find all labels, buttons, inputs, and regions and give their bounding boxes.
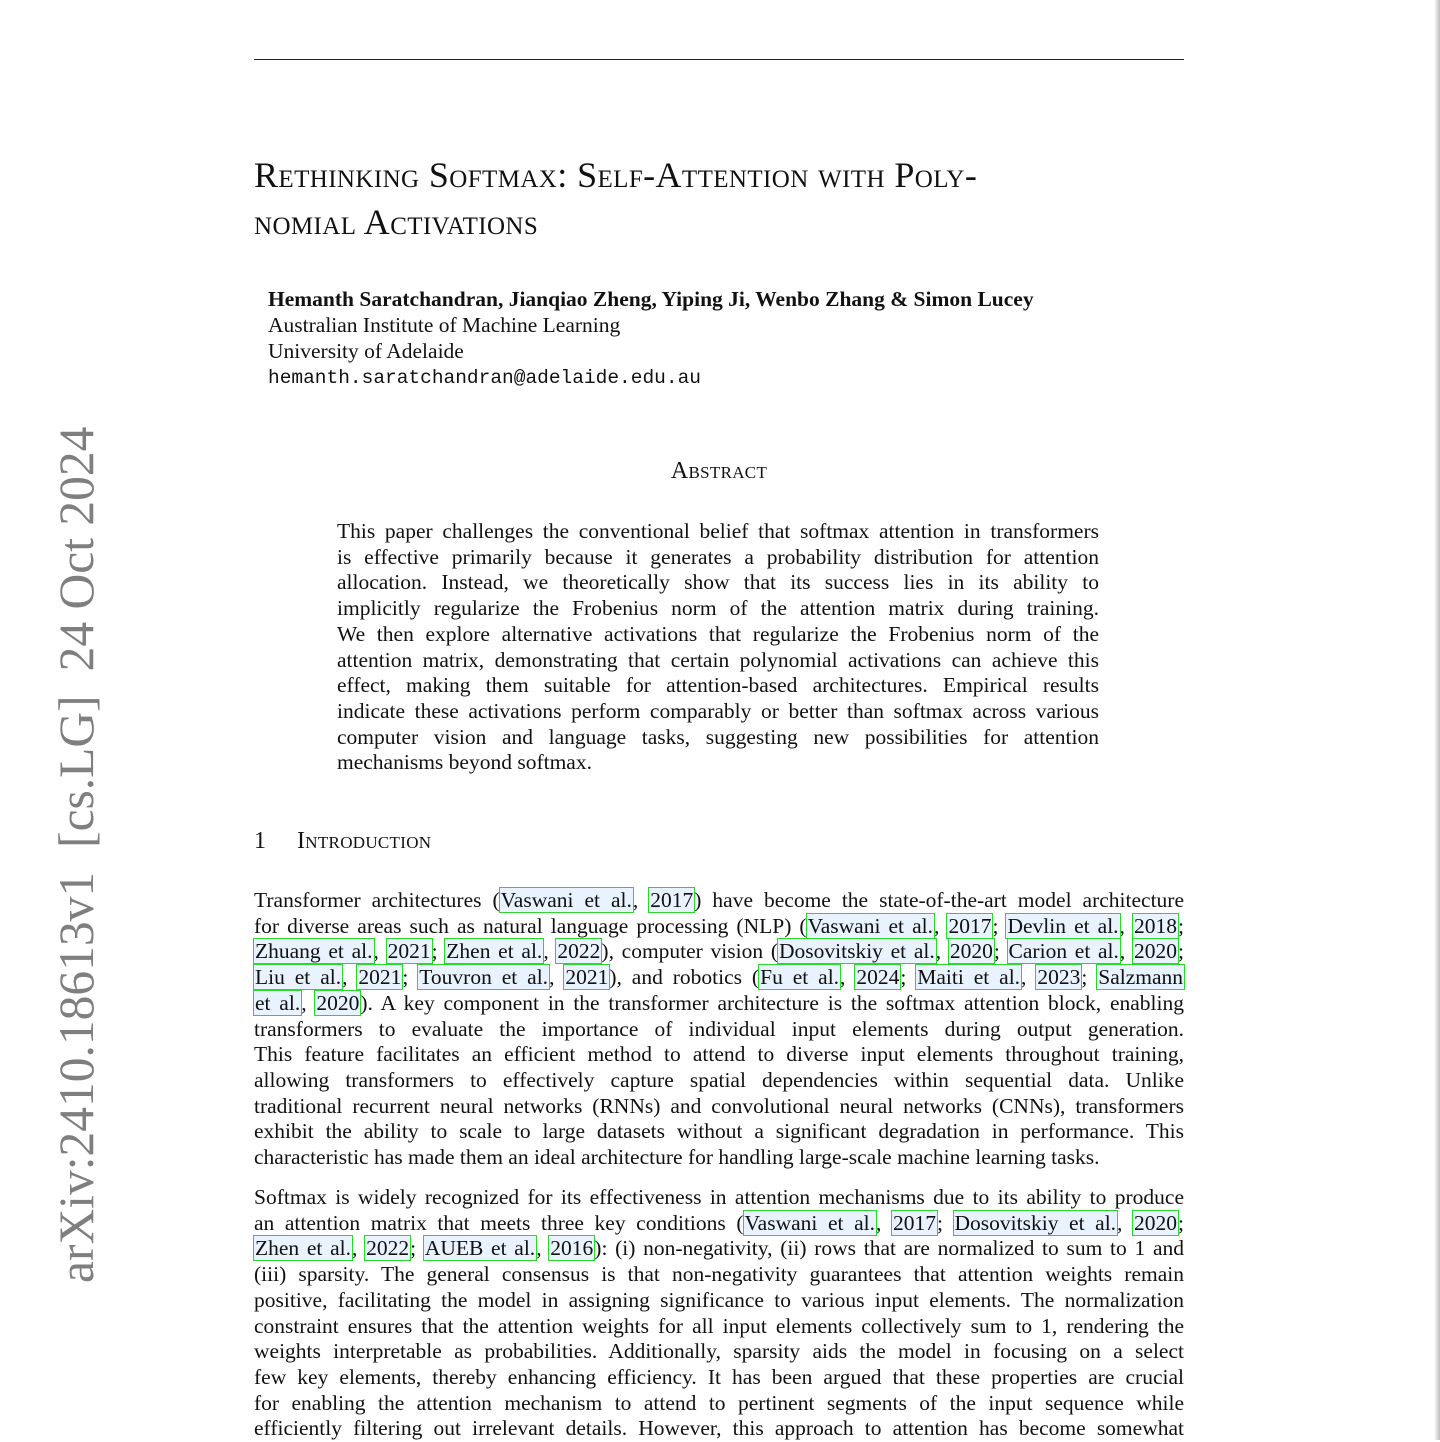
affiliation-university: University of Adelaide (268, 339, 464, 363)
page-edge (1434, 0, 1440, 1440)
citation-year-link[interactable]: 2022 (557, 939, 601, 964)
citation-link[interactable]: Maiti et al. (917, 965, 1021, 990)
text-run: ): (i) non-negativity, (ii) rows that are normalized to sum to 1 and (594, 1236, 1185, 1261)
text-run: , (301, 990, 316, 1015)
citation-year-link[interactable]: 2020 (316, 990, 360, 1015)
citation-year-link[interactable]: 2020 (1134, 1210, 1178, 1235)
citation-link[interactable]: Carion et al. (1008, 939, 1119, 964)
citation-link[interactable]: Zhen et al. (255, 1236, 352, 1261)
paragraph-line: exhibit the ability to scale to large datasets without a significant degradation in performance. This (254, 1119, 1184, 1144)
text-run: , (342, 965, 358, 990)
paper-title-line-2: nomial Activations (254, 202, 539, 242)
abstract-line: is effective primarily because it generates a probability distribution for attention (337, 544, 1099, 569)
abstract-line: computer vision and language tasks, suggesting new possibilities for attention (337, 724, 1099, 749)
citation-link[interactable]: Zhuang et al. (255, 939, 373, 964)
paragraph-line (254, 914, 1184, 940)
affiliation-institute: Australian Institute of Machine Learning (268, 313, 621, 337)
citation-link[interactable]: Salzmann (1098, 965, 1184, 990)
paragraph-line: Softmax is widely recognized for its effectiveness in attention mechanisms due to its ability to produce (254, 1185, 1184, 1209)
text-run: , (933, 913, 948, 938)
arxiv-category: [cs.LG] (49, 695, 104, 848)
citation-link[interactable]: Devlin et al. (1007, 913, 1119, 938)
paragraph-line (254, 991, 1184, 1017)
arxiv-id: arXiv:2410.18613v1 (49, 871, 104, 1283)
abstract-line: effect, making them suitable for attention-based architectures. Empirical results (337, 673, 1099, 698)
citation-link[interactable]: Zhen et al. (446, 939, 543, 964)
author-names: Hemanth Saratchandran, Jianqiao Zheng, Yiping Ji, Wenbo Zhang & Simon Lucey (268, 287, 1034, 311)
citation-year-link[interactable]: 2024 (856, 965, 900, 990)
paragraph-line: transformers to evaluate the importance of individual input elements during output generation. (254, 1016, 1184, 1041)
text-run: , (536, 1236, 550, 1261)
abstract-line: mechanisms beyond softmax. (337, 750, 592, 775)
text-run: ; (1178, 1210, 1184, 1235)
citation-link[interactable]: AUEB et al. (424, 1236, 536, 1261)
abstract-line: We then explore alternative activations that regularize the Frobenius norm of the (337, 621, 1099, 646)
arxiv-date: 24 Oct 2024 (49, 426, 104, 672)
paragraph-line: few key elements, thereby enhancing efficiency. It has been argued that these properties are crucial (254, 1364, 1184, 1389)
abstract-line: allocation. Instead, we theoretically show that its success lies in its ability to (337, 570, 1099, 595)
text-run: for diverse areas such as natural language processing (NLP) ( (254, 913, 807, 938)
citation-year-link[interactable]: 2018 (1134, 913, 1177, 938)
citation-link[interactable]: Vaswani et al. (807, 913, 933, 938)
text-run: , (373, 939, 387, 964)
paper-title (254, 152, 1194, 246)
text-run: , (1119, 939, 1133, 964)
citation-year-link[interactable]: 2016 (550, 1236, 594, 1261)
author-email[interactable]: hemanth.saratchandran@adelaide.edu.au (268, 367, 701, 389)
paragraph-line (254, 965, 1184, 991)
text-run: ; (1178, 939, 1184, 964)
text-run: , (875, 1210, 892, 1235)
paragraph-line: for enabling the attention mechanism to attend to pertinent segments of the input sequence while (254, 1390, 1184, 1415)
abstract-line: attention matrix, demonstrating that certain polynomial activations can achieve this (337, 647, 1099, 672)
author-block (268, 286, 1168, 391)
citation-year-link[interactable]: 2021 (358, 965, 402, 990)
text-run: , (352, 1236, 366, 1261)
text-run: ; (993, 939, 1008, 964)
citation-year-link[interactable]: 2023 (1037, 965, 1081, 990)
paragraph-line (254, 1211, 1184, 1237)
text-run: , (632, 888, 650, 912)
abstract-line: indicate these activations perform comparably or better than softmax across various (337, 698, 1099, 723)
paragraph-line: traditional recurrent neural networks (RNNs) and convolutional neural networks (CNNs), transformers (254, 1093, 1184, 1118)
text-run: , (1117, 1210, 1134, 1235)
citation-link[interactable]: Fu et al. (760, 965, 840, 990)
text-run: ). A key component in the transformer architecture is the softmax attention block, enabling (360, 990, 1184, 1015)
abstract-body (337, 519, 1099, 776)
text-run: , (543, 939, 557, 964)
header-rule (254, 59, 1184, 60)
paragraph-line: characteristic has made them an ideal architecture for handling large-scale machine learning tasks. (254, 1145, 1100, 1170)
intro-paragraph-2 (254, 1185, 1184, 1442)
citation-year-link[interactable]: 2017 (892, 1210, 936, 1235)
paragraph-line: allowing transformers to effectively capture spatial dependencies within sequential data. Unlike (254, 1067, 1184, 1092)
paragraph-line (254, 939, 1184, 965)
paragraph-line (254, 888, 1184, 914)
citation-year-link[interactable]: 2022 (366, 1236, 410, 1261)
text-run: , (1021, 965, 1037, 990)
text-run: ; (936, 1210, 954, 1235)
text-run: ; (900, 965, 917, 990)
citation-link[interactable]: Dosovitskiy et al. (779, 939, 935, 964)
paragraph-line: efficiently filtering out irrelevant details. However, this approach to attention has become somewhat (254, 1416, 1184, 1441)
paragraph-line: positive, facilitating the model in assigning significance to various input elements. The normalization (254, 1287, 1184, 1312)
text-run: an attention matrix that meets three key conditions ( (254, 1210, 744, 1235)
citation-link[interactable]: Vaswani et al. (744, 1210, 875, 1235)
text-run: , (840, 965, 856, 990)
paragraph-line: constraint ensures that the attention weights for all input elements collectively sum to 1, rendering the (254, 1313, 1184, 1338)
paragraph-line: This feature facilitates an efficient method to attend to diverse input elements throughout training, (254, 1042, 1184, 1067)
text-run: ; (402, 965, 419, 990)
citation-year-link[interactable]: 2021 (565, 965, 609, 990)
section-title: Introduction (297, 828, 432, 854)
text-run: ; (1081, 965, 1098, 990)
citation-year-link[interactable]: 2020 (1134, 939, 1177, 964)
citation-link[interactable]: et al. (255, 990, 301, 1015)
section-heading-introduction (254, 828, 431, 855)
abstract-line: implicitly regularize the Frobenius norm of the attention matrix during training. (337, 596, 1099, 621)
text-run: ; (1178, 913, 1184, 938)
section-number: 1 (254, 828, 267, 854)
citation-link[interactable]: Touvron et al. (419, 965, 549, 990)
paragraph-line (254, 1236, 1184, 1262)
intro-paragraph-1 (254, 888, 1184, 1171)
text-run: ) have become the state-of-the-art model architecture (694, 888, 1184, 912)
text-run: , (549, 965, 565, 990)
abstract-line: This paper challenges the conventional belief that softmax attention in transformers (337, 519, 1099, 543)
citation-link[interactable]: Liu et al. (255, 965, 342, 990)
abstract-heading: Abstract (670, 458, 768, 484)
paragraph-line: weights interpretable as probabilities. Additionally, sparsity aids the model in focusing on a select (254, 1339, 1184, 1364)
paper-title-line-1: Rethinking Softmax: Self-Attention with Poly- (254, 155, 978, 195)
text-run: ), and robotics ( (609, 965, 760, 990)
text-run: , (935, 939, 949, 964)
citation-link[interactable]: Vaswani et al. (500, 888, 632, 912)
text-run: ; (410, 1236, 424, 1261)
text-run: Transformer architectures ( (254, 888, 500, 912)
text-run: ; (431, 939, 446, 964)
citation-year-link[interactable]: 2017 (650, 888, 694, 912)
arxiv-stamp (49, 426, 104, 1283)
text-run: ; (992, 913, 1007, 938)
paragraph-line: (iii) sparsity. The general consensus is that non-negativity guarantees that attention weights remain (254, 1262, 1184, 1287)
citation-link[interactable]: Dosovitskiy et al. (954, 1210, 1117, 1235)
text-run: , (1119, 913, 1133, 938)
citation-year-link[interactable]: 2020 (949, 939, 993, 964)
citation-year-link[interactable]: 2017 (948, 913, 992, 938)
text-run: ), computer vision ( (601, 939, 778, 964)
citation-year-link[interactable]: 2021 (387, 939, 431, 964)
